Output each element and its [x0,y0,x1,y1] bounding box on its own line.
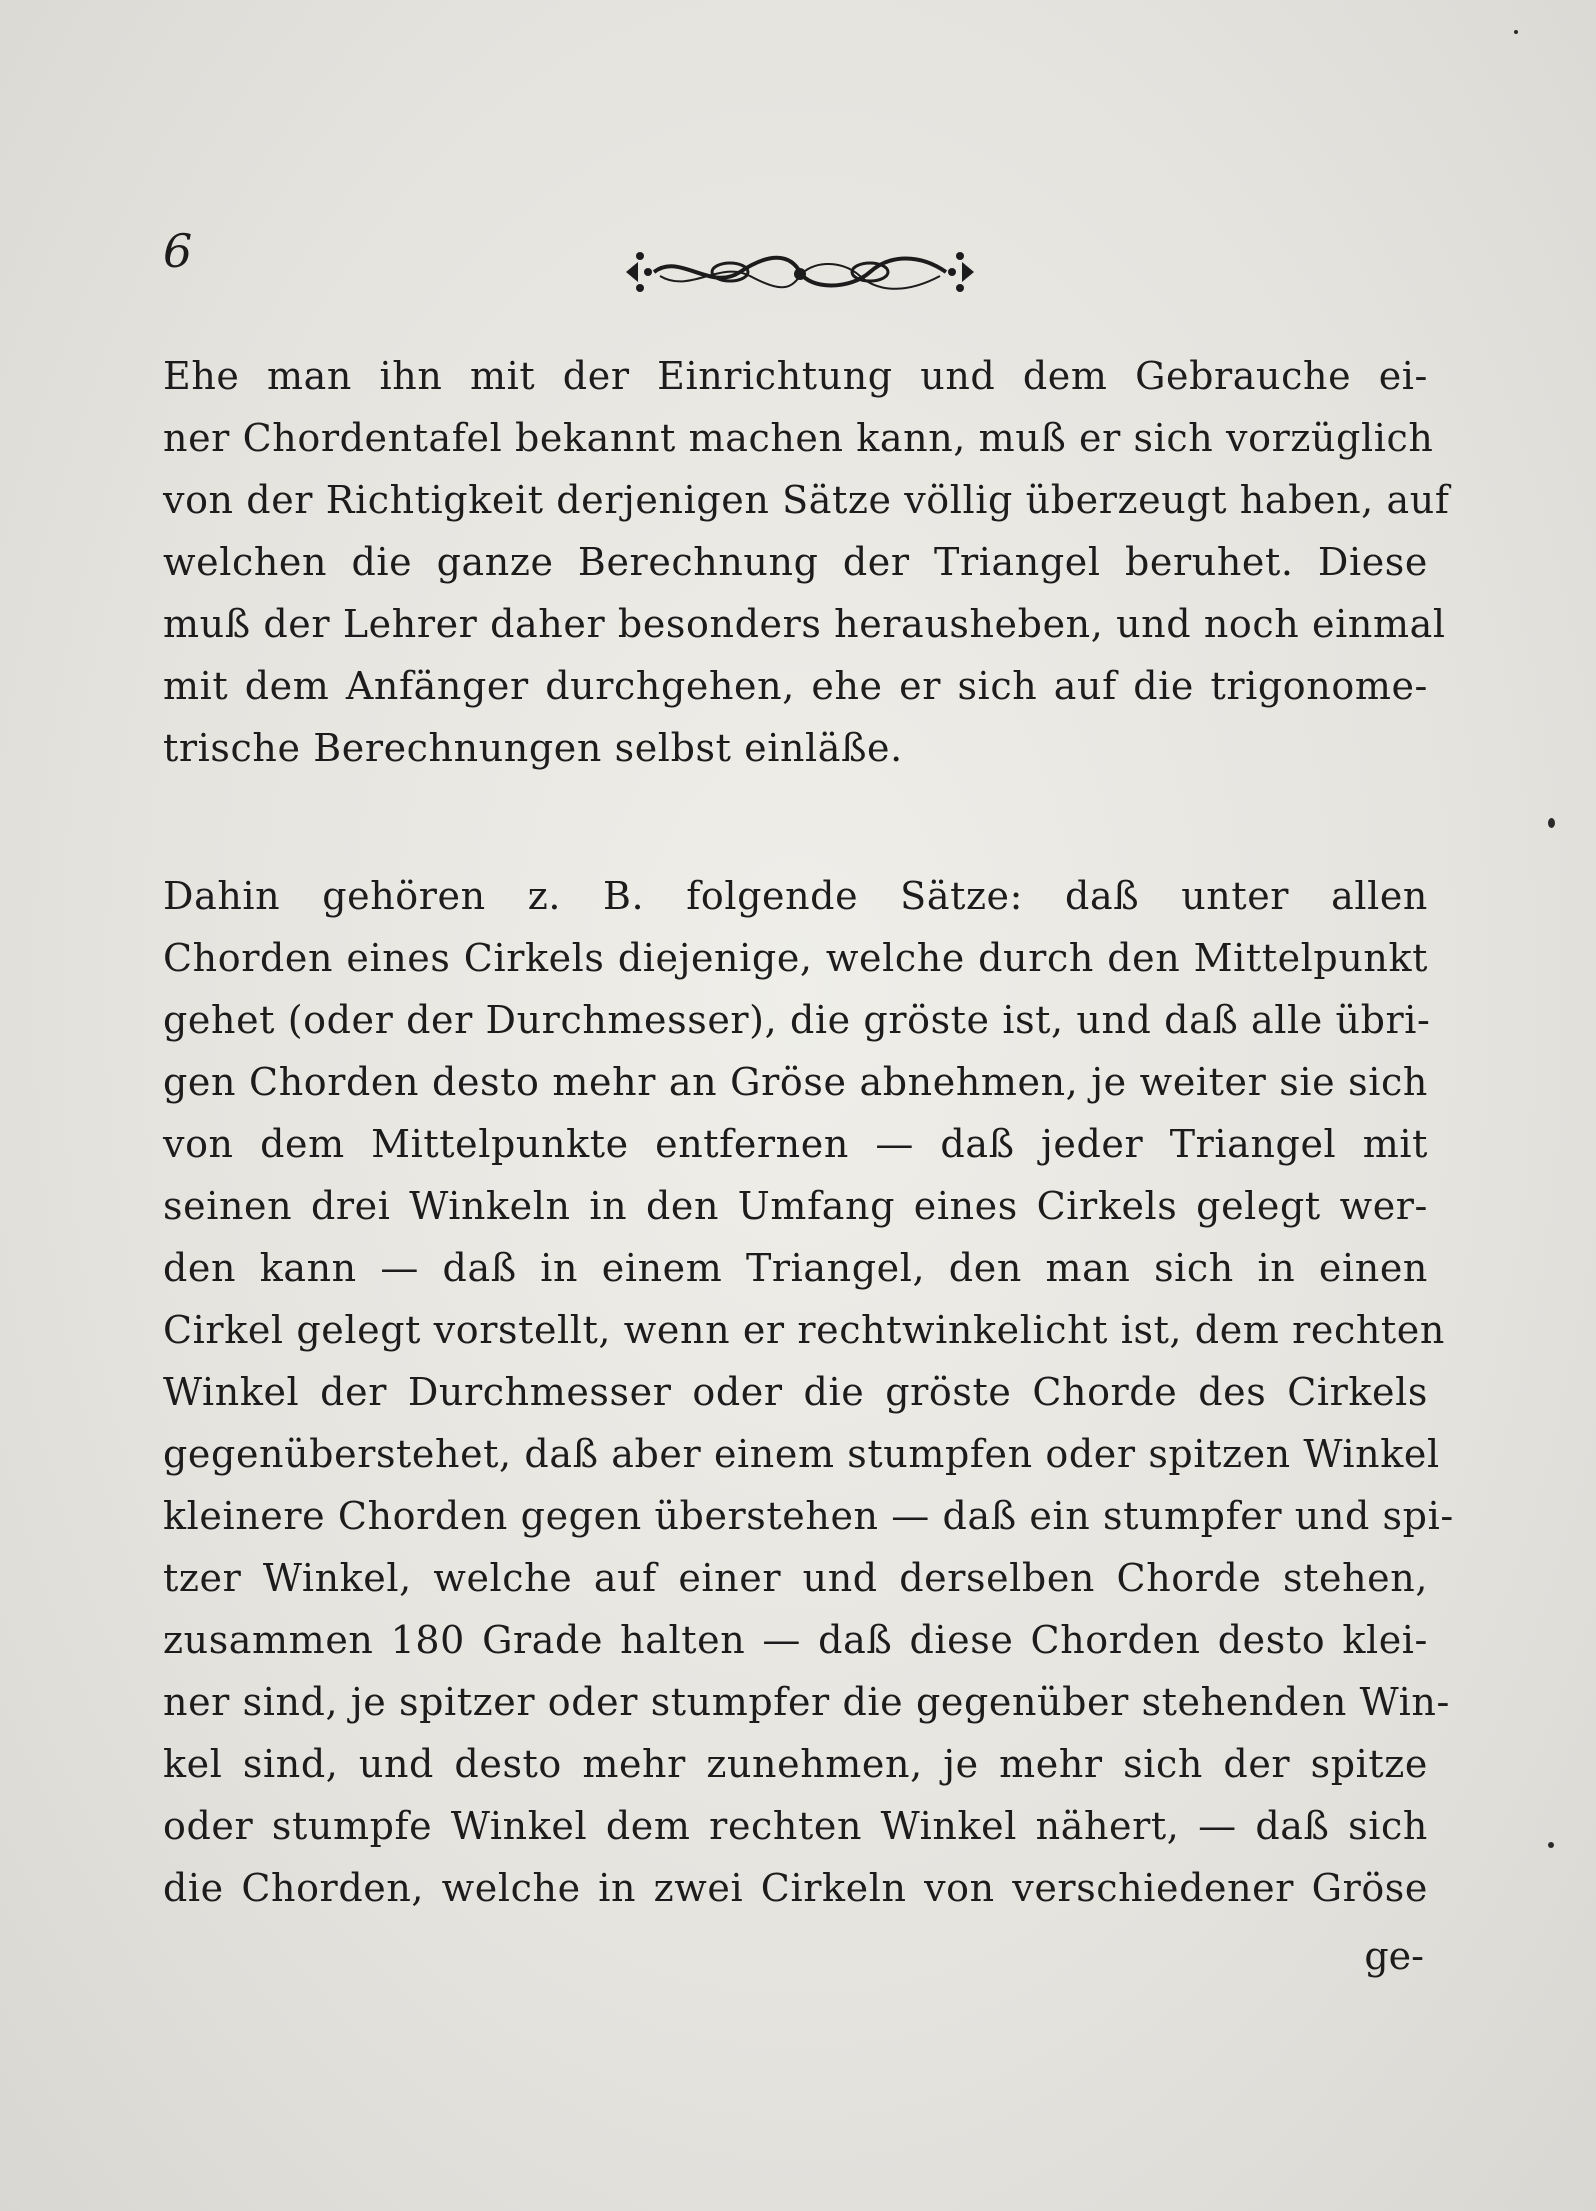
text-line: mit dem Anfänger durchgehen, ehe er sich auf die trigonome- [163,664,1428,708]
text-line: Dahin gehören z. B. folgende Sätze: daß unter allen [163,874,1428,918]
text-line: ner sind, je spitzer oder stumpfer die gegenüber stehenden Win- [163,1680,1450,1724]
text-line: Chorden eines Cirkels diejenige, welche durch den Mittelpunkt [163,936,1428,980]
text-line: zusammen 180 Grade halten — daß diese Chorden desto klei- [163,1618,1428,1662]
decorative-vignette-icon [620,242,980,302]
text-line: gehet (oder der Durchmesser), die gröste ist, und daß alle übri- [163,998,1431,1042]
text-line: ner Chordentafel bekannt machen kann, muß er sich vorzüglich [163,416,1434,460]
text-line: Ehe man ihn mit der Einrichtung und dem Gebrauche ei- [163,354,1428,398]
paper-speck [1548,818,1555,828]
text-line: gen Chorden desto mehr an Gröse abnehmen, je weiter sie sich [163,1060,1428,1104]
paragraph-2 [163,865,1454,1919]
text-line: trische Berechnungen selbst einläße. [163,726,903,770]
paper-speck [1514,30,1518,34]
text-line: muß der Lehrer daher besonders herausheben, und noch einmal [163,602,1446,646]
text-line: kleinere Chorden gegen überstehen — daß ein stumpfer und spi- [163,1494,1454,1538]
text-line: welchen die ganze Berechnung der Triangel beruhet. Diese [163,540,1428,584]
text-line: tzer Winkel, welche auf einer und derselben Chorde stehen, [163,1556,1428,1600]
text-line: den kann — daß in einem Triangel, den man sich in einen [163,1246,1428,1290]
text-line: von dem Mittelpunkte entfernen — daß jeder Triangel mit [163,1122,1428,1166]
text-line: Cirkel gelegt vorstellt, wenn er rechtwinkelicht ist, dem rechten [163,1308,1445,1352]
text-line: kel sind, und desto mehr zunehmen, je mehr sich der spitze [163,1742,1428,1786]
text-line: oder stumpfe Winkel dem rechten Winkel nähert, — daß sich [163,1804,1428,1848]
text-line: die Chorden, welche in zwei Cirkeln von verschiedener Gröse [163,1866,1428,1910]
paragraph-1 [163,345,1450,779]
catchword: ge- [1364,1934,1424,1978]
text-line: von der Richtigkeit derjenigen Sätze völlig überzeugt haben, auf [163,478,1450,522]
text-line: Winkel der Durchmesser oder die gröste Chorde des Cirkels [163,1370,1428,1414]
paper-speck [1548,1842,1554,1848]
page-number: 6 [163,224,193,278]
text-line: seinen drei Winkeln in den Umfang eines Cirkels gelegt wer- [163,1184,1428,1228]
text-line: gegenüberstehet, daß aber einem stumpfen oder spitzen Winkel [163,1432,1440,1476]
